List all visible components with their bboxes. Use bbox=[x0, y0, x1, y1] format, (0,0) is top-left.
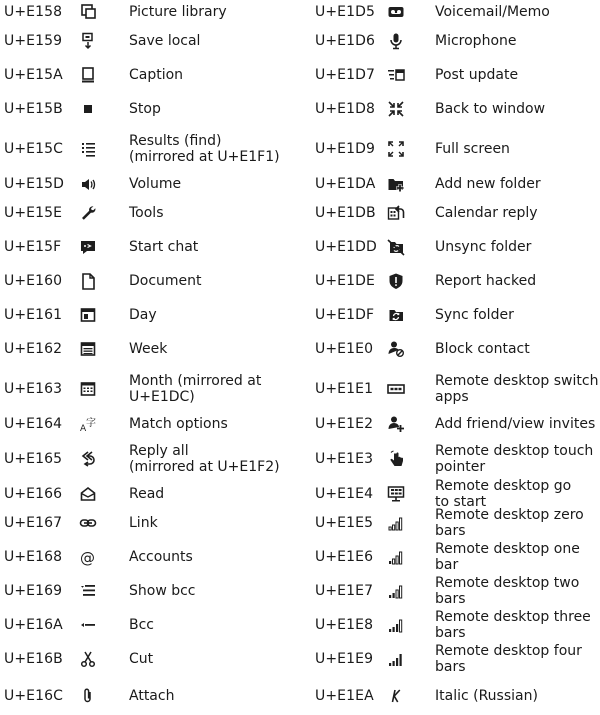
glyph-code: U+E1E7 bbox=[315, 583, 374, 599]
glyph-name: Voicemail/Memo bbox=[435, 4, 550, 20]
go-to-start-icon bbox=[386, 484, 406, 504]
three-bars-icon bbox=[386, 615, 406, 635]
stop-icon bbox=[78, 99, 98, 119]
glyph-code: U+E165 bbox=[4, 451, 63, 467]
glyph-code: U+E1E5 bbox=[315, 515, 374, 531]
glyph-code: U+E16B bbox=[4, 651, 63, 667]
full-screen-icon bbox=[386, 139, 406, 159]
glyph-name: Block contact bbox=[435, 341, 530, 357]
glyph-name: Volume bbox=[129, 176, 182, 192]
glyph-name: Post update bbox=[435, 67, 519, 83]
glyph-name: Match options bbox=[129, 416, 228, 432]
glyph-name: Sync folder bbox=[435, 307, 514, 323]
voicemail-icon bbox=[386, 2, 406, 22]
block-contact-icon bbox=[386, 339, 406, 359]
caption-icon bbox=[78, 65, 98, 85]
zero-bars-icon bbox=[386, 513, 406, 533]
four-bars-icon bbox=[386, 649, 406, 669]
table-row bbox=[310, 574, 600, 608]
table-row bbox=[310, 608, 600, 642]
table-row bbox=[310, 196, 600, 230]
glyph-name: Picture library bbox=[129, 4, 227, 20]
table-row bbox=[310, 642, 600, 676]
table-row bbox=[310, 412, 600, 436]
glyph-name: Calendar reply bbox=[435, 205, 538, 221]
table-row bbox=[310, 332, 600, 366]
italic-russian-icon bbox=[386, 686, 406, 706]
accounts-icon bbox=[78, 547, 98, 567]
table-row bbox=[310, 506, 600, 540]
glyph-name: Accounts bbox=[129, 549, 193, 565]
glyph-name: Caption bbox=[129, 67, 184, 83]
day-icon bbox=[78, 305, 98, 325]
document-icon bbox=[78, 271, 98, 291]
picture-library-icon bbox=[78, 2, 98, 22]
glyph-name: Remote desktop switch apps bbox=[435, 373, 599, 405]
table-row bbox=[310, 24, 600, 58]
glyph-name: Remote desktop three bars bbox=[435, 609, 591, 641]
table-row bbox=[310, 58, 600, 92]
remote-switch-apps-icon bbox=[386, 379, 406, 399]
show-bcc-icon bbox=[78, 581, 98, 601]
month-icon bbox=[78, 379, 98, 399]
glyph-name: Unsync folder bbox=[435, 239, 532, 255]
reply-all-icon bbox=[78, 449, 98, 469]
glyph-name: Cut bbox=[129, 651, 154, 667]
glyph-name: Full screen bbox=[435, 141, 510, 157]
glyph-code: U+E166 bbox=[4, 486, 63, 502]
glyph-name: Remote desktop zero bars bbox=[435, 507, 584, 539]
glyph-code: U+E15A bbox=[4, 67, 63, 83]
table-row bbox=[0, 676, 310, 715]
glyph-code: U+E1DB bbox=[315, 205, 376, 221]
glyph-code: U+E16C bbox=[4, 687, 64, 704]
table-row bbox=[310, 540, 600, 574]
glyph-code: U+E161 bbox=[4, 307, 63, 323]
glyph-name: Remote desktop four bars bbox=[435, 643, 582, 675]
glyph-name: Link bbox=[129, 515, 158, 531]
glyph-code: U+E1DA bbox=[315, 176, 376, 192]
table-row bbox=[310, 126, 600, 172]
glyph-code: U+E164 bbox=[4, 416, 63, 432]
glyph-code: U+E1D7 bbox=[315, 67, 376, 83]
table-row bbox=[0, 412, 310, 436]
glyph-name: Add friend/view invites bbox=[435, 416, 596, 432]
glyph-name: Results (find) (mirrored at U+E1F1) bbox=[129, 133, 280, 165]
table-row bbox=[0, 126, 310, 172]
table-row bbox=[310, 172, 600, 196]
microphone-icon bbox=[386, 31, 406, 51]
glyph-name: Attach bbox=[129, 687, 175, 704]
table-row bbox=[310, 264, 600, 298]
table-row bbox=[310, 676, 600, 715]
glyph-code: U+E1E1 bbox=[315, 381, 374, 397]
attach-icon bbox=[78, 686, 98, 706]
table-row bbox=[0, 24, 310, 58]
table-row bbox=[310, 436, 600, 482]
svg-text:字: 字 bbox=[86, 418, 96, 429]
table-row bbox=[0, 608, 310, 642]
glyph-code: U+E1D8 bbox=[315, 101, 376, 117]
match-options-icon bbox=[78, 414, 98, 434]
glyph-name: Bcc bbox=[129, 617, 154, 633]
glyph-name: Month (mirrored at U+E1DC) bbox=[129, 373, 262, 405]
table-row bbox=[0, 482, 310, 506]
glyph-code: U+E15F bbox=[4, 239, 62, 255]
table-row bbox=[310, 298, 600, 332]
table-row bbox=[310, 478, 600, 510]
glyph-name: Remote desktop two bars bbox=[435, 575, 580, 607]
glyph-name: Start chat bbox=[129, 239, 199, 255]
glyph-code: U+E15D bbox=[4, 176, 65, 192]
glyph-name: Italic (Russian) bbox=[435, 687, 538, 704]
glyph-code: U+E160 bbox=[4, 273, 63, 289]
one-bar-icon bbox=[386, 547, 406, 567]
cut-icon bbox=[78, 649, 98, 669]
glyph-name: Document bbox=[129, 273, 202, 289]
add-new-folder-icon bbox=[386, 174, 406, 194]
start-chat-icon bbox=[78, 237, 98, 257]
glyph-code: U+E1E6 bbox=[315, 549, 374, 565]
tools-icon bbox=[78, 203, 98, 223]
glyph-name: Reply all (mirrored at U+E1F2) bbox=[129, 443, 280, 475]
glyph-name: Remote desktop go to start bbox=[435, 478, 572, 510]
report-hacked-icon bbox=[386, 271, 406, 291]
glyph-name: Week bbox=[129, 341, 168, 357]
glyph-code: U+E16A bbox=[4, 617, 63, 633]
glyph-code: U+E158 bbox=[4, 4, 63, 20]
volume-icon bbox=[78, 174, 98, 194]
glyph-code: U+E1E9 bbox=[315, 651, 374, 667]
svg-text:@: @ bbox=[80, 549, 95, 566]
glyph-code: U+E1DD bbox=[315, 239, 377, 255]
glyph-name: Remote desktop one bar bbox=[435, 541, 580, 573]
glyph-name: Read bbox=[129, 486, 165, 502]
glyph-name: Stop bbox=[129, 101, 161, 117]
glyph-name: Save local bbox=[129, 33, 201, 49]
glyph-code: U+E1E3 bbox=[315, 451, 374, 467]
glyph-name: Remote desktop touch pointer bbox=[435, 443, 594, 475]
glyph-code: U+E159 bbox=[4, 33, 63, 49]
link-icon bbox=[78, 513, 98, 533]
glyph-code: U+E1E4 bbox=[315, 486, 374, 502]
glyph-code: U+E15B bbox=[4, 101, 63, 117]
table-row bbox=[310, 0, 600, 24]
table-row bbox=[310, 92, 600, 126]
results-icon bbox=[78, 139, 98, 159]
glyph-code: U+E1DF bbox=[315, 307, 375, 323]
table-row bbox=[310, 230, 600, 264]
glyph-name: Show bcc bbox=[129, 583, 196, 599]
glyph-code: U+E1E8 bbox=[315, 617, 374, 633]
glyph-code: U+E1D5 bbox=[315, 4, 376, 20]
glyph-code: U+E1EA bbox=[315, 687, 374, 704]
save-local-icon bbox=[78, 31, 98, 51]
table-row bbox=[0, 196, 310, 230]
table-row bbox=[0, 230, 310, 264]
table-row bbox=[0, 540, 310, 574]
table-row bbox=[0, 642, 310, 676]
add-friend-icon bbox=[386, 414, 406, 434]
sync-folder-icon bbox=[386, 305, 406, 325]
glyph-name: Tools bbox=[129, 205, 164, 221]
glyph-code: U+E163 bbox=[4, 381, 63, 397]
glyph-code: U+E15C bbox=[4, 141, 64, 157]
glyph-code: U+E1DE bbox=[315, 273, 375, 289]
glyph-code: U+E162 bbox=[4, 341, 63, 357]
svg-text:A: A bbox=[80, 424, 87, 433]
glyph-code: U+E1D9 bbox=[315, 141, 376, 157]
table-row bbox=[0, 172, 310, 196]
table-row bbox=[310, 366, 600, 412]
table-row bbox=[0, 366, 310, 412]
table-row bbox=[0, 0, 310, 24]
table-row bbox=[0, 574, 310, 608]
touch-pointer-icon bbox=[386, 449, 406, 469]
table-row bbox=[0, 58, 310, 92]
glyph-code: U+E1E2 bbox=[315, 416, 374, 432]
table-row bbox=[0, 264, 310, 298]
glyph-code: U+E1D6 bbox=[315, 33, 376, 49]
read-icon bbox=[78, 484, 98, 504]
glyph-name: Back to window bbox=[435, 101, 546, 117]
glyph-code: U+E167 bbox=[4, 515, 63, 531]
back-to-window-icon bbox=[386, 99, 406, 119]
glyph-name: Add new folder bbox=[435, 176, 541, 192]
glyph-code: U+E1E0 bbox=[315, 341, 374, 357]
glyph-name: Day bbox=[129, 307, 157, 323]
glyph-code: U+E168 bbox=[4, 549, 63, 565]
week-icon bbox=[78, 339, 98, 359]
bcc-icon bbox=[78, 615, 98, 635]
glyph-code: U+E15E bbox=[4, 205, 63, 221]
table-row bbox=[0, 92, 310, 126]
table-row bbox=[0, 332, 310, 366]
table-row bbox=[0, 436, 310, 482]
glyph-code: U+E169 bbox=[4, 583, 63, 599]
table-row bbox=[0, 298, 310, 332]
unsync-folder-icon bbox=[386, 237, 406, 257]
two-bars-icon bbox=[386, 581, 406, 601]
glyph-name: Report hacked bbox=[435, 273, 537, 289]
calendar-reply-icon bbox=[386, 203, 406, 223]
post-update-icon bbox=[386, 65, 406, 85]
table-row bbox=[0, 506, 310, 540]
glyph-name: Microphone bbox=[435, 33, 517, 49]
